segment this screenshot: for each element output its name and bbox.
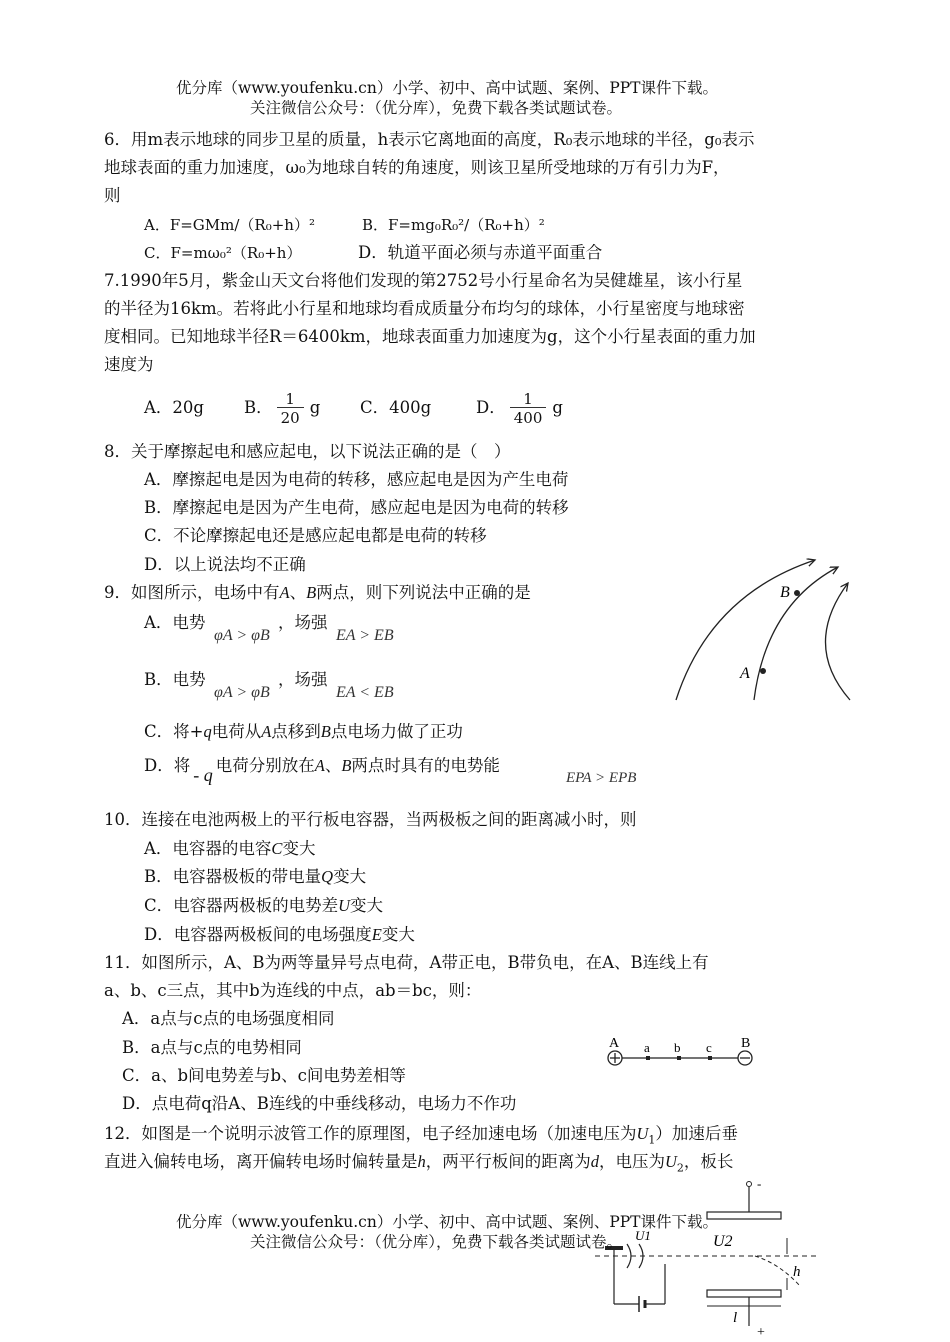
- q6-option-c: C．F=mω₀²（R₀+h）: [144, 244, 302, 262]
- q12-line-2-part4: ，板长: [683, 1152, 734, 1171]
- u2-label: U2: [713, 1233, 733, 1250]
- top-minus-label: -: [757, 1178, 762, 1191]
- header-line-1: 优分库（www.youfenku.cn）小学、初中、高中试题、案例、PPT课件下载。: [176, 79, 719, 97]
- bottom-plus-label: +: [757, 1325, 765, 1338]
- q11-option-d: D．点电荷q沿A、B连线的中垂线移动，电场力不作功: [122, 1094, 517, 1113]
- q12-u1: U: [636, 1124, 649, 1143]
- q7-option-b-unit: g: [309, 398, 321, 417]
- q9-option-a-text2: ，场强: [278, 613, 328, 632]
- footer-line-2: 关注微信公众号：（优分库），免费下载各类试题试卷。: [250, 1233, 623, 1251]
- q12-u2: U: [665, 1152, 677, 1171]
- label-b: b: [674, 1040, 681, 1055]
- q10-option-b-text: B．电容器极板的带电量: [144, 867, 322, 886]
- q6-line-3: 则: [104, 186, 121, 205]
- q9-option-d: [144, 755, 500, 785]
- q11-option-c: C．a、b间电势差与b、c间电势差相等: [122, 1066, 406, 1085]
- point-a-mark: [646, 1056, 650, 1060]
- q8-option-c: C．不论摩擦起电还是感应起电都是电荷的转移: [144, 526, 487, 545]
- field-line-3: [825, 583, 850, 700]
- q7-option-d-unit: g: [552, 398, 563, 417]
- q12-line-1-part2: ）加速后垂: [655, 1124, 738, 1143]
- q10-option-d-text: D．电容器两极板间的电场强度: [144, 925, 372, 944]
- q9-option-c-point-b: B: [320, 722, 331, 741]
- q8-option-a: A．摩擦起电是因为电荷的转移，感应起电是因为产生电荷: [144, 470, 569, 489]
- q7-option-d-numerator: 1: [523, 390, 533, 408]
- q10-option-a-text: A．电容器的电容: [144, 839, 272, 858]
- header-line-2: 关注微信公众号：（优分库），免费下载各类试题试卷。: [250, 99, 623, 117]
- q9-stem-point-a: A: [279, 583, 290, 602]
- q7-option-a: A．20g: [144, 398, 204, 417]
- q12-h: h: [417, 1152, 426, 1171]
- point-b-dot: [794, 590, 800, 596]
- q10-option-d: [144, 925, 415, 945]
- q10-option-c-text: C．电容器两极板的电势差: [144, 896, 339, 915]
- l-label: l: [733, 1310, 738, 1326]
- q10-option-c: [144, 896, 383, 916]
- q12-line-2: [104, 1152, 733, 1178]
- q10-option-b-var: Q: [321, 867, 334, 886]
- q10-option-a: [144, 839, 315, 859]
- q7-option-b-denominator: 20: [277, 407, 304, 426]
- q9-option-c-charge: q: [203, 722, 212, 741]
- q9-option-b-text1: B．电势: [144, 670, 206, 689]
- q9-stem-point-b: B: [306, 583, 317, 602]
- q12-line-2-part2: ，两平行板间的距离为: [425, 1152, 591, 1171]
- q7-line-2: 的半径为16km。若将此小行星和地球均看成质量分布均匀的球体，小行星密度与地球密: [104, 299, 745, 318]
- q12-line-2-part1: 直进入偏转电场，离开偏转电场时偏转量是: [104, 1152, 418, 1171]
- q11-option-a: A．a点与c点的电场强度相同: [122, 1009, 335, 1028]
- point-c-mark: [708, 1056, 712, 1060]
- q9-option-c-part3: 点移到: [271, 722, 321, 741]
- q10-option-a-var: C: [271, 839, 283, 858]
- q7-option-d-denominator: 400: [510, 407, 547, 426]
- q9-option-d-charge: - q: [193, 765, 213, 785]
- q10-option-b-end: 变大: [333, 867, 367, 886]
- point-b-mark: [677, 1056, 681, 1060]
- q7-line-3: 度相同。已知地球半径R＝6400km，地球表面重力加速度为g，这个小行星表面的重力加: [104, 327, 756, 346]
- lower-plate: [707, 1290, 781, 1297]
- q9-stem-suffix: 两点，则下列说法中正确的是: [316, 583, 531, 602]
- q12-u1-sub: 1: [648, 1133, 656, 1147]
- q6-option-d: D．轨道平面必须与赤道平面重合: [358, 243, 603, 262]
- q7-option-b-numerator: 1: [285, 390, 295, 408]
- label-c: c: [706, 1040, 712, 1055]
- q8-stem: 8．关于摩擦起电和感应起电，以下说法正确的是（ ）: [104, 442, 511, 461]
- q7-option-d: [476, 388, 563, 428]
- q9-option-c: [144, 722, 463, 742]
- q11-option-b: B．a点与c点的电势相同: [122, 1038, 302, 1057]
- point-a-dot: [760, 668, 766, 674]
- q7-option-b: [244, 388, 320, 428]
- q9-option-d-part3: 、: [324, 756, 342, 775]
- q6-option-a: A．F=GMm/（R₀+h）²: [144, 216, 315, 234]
- q9-option-a-text1: A．电势: [144, 613, 206, 632]
- q12-oscilloscope-figure: [595, 1178, 825, 1338]
- q9-option-b-field: EA < EB: [336, 684, 394, 701]
- q7-line-1: 7.1990年5月，紫金山天文台将他们发现的第2752号小行星命名为吴健雄星，该小行星: [104, 271, 743, 290]
- point-a-label: A: [740, 665, 750, 682]
- q7-option-c: C．400g: [360, 398, 432, 417]
- footer-line-1: 优分库（www.youfenku.cn）小学、初中、高中试题、案例、PPT课件下载。: [176, 1213, 719, 1231]
- q12-d: d: [590, 1152, 599, 1171]
- q9-stem-prefix: 9．如图所示，电场中有: [104, 583, 280, 602]
- q9-option-c-part1: C．将+: [144, 722, 204, 741]
- q11-charges-figure: [600, 1030, 760, 1072]
- q9-option-d-part2: 电荷分别放在: [215, 756, 315, 775]
- q12-line-1-part1: 12．如图是一个说明示波管工作的原理图，电子经加速电场（加速电压为: [104, 1124, 637, 1143]
- q9-option-b-potential: φA > φB: [214, 684, 270, 701]
- q9-option-c-part2: 电荷从: [211, 722, 262, 741]
- q10-option-b: [144, 867, 366, 887]
- q9-option-a-field: EA > EB: [336, 627, 394, 644]
- label-B: B: [741, 1036, 751, 1051]
- q7-option-b-fraction: [277, 391, 304, 426]
- q7-option-d-label: D．: [476, 398, 506, 417]
- q6-option-b: B．F=mg₀R₀²/（R₀+h）²: [362, 216, 545, 234]
- q12-line-2-part3: ，电压为: [599, 1152, 665, 1171]
- q6-line-1: 6．用m表示地球的同步卫星的质量，h表示它离地面的高度，R₀表示地球的半径，g₀表示: [104, 130, 755, 149]
- q9-option-a-potential: φA > φB: [214, 627, 270, 644]
- q10-option-d-end: 变大: [381, 925, 415, 944]
- q9-option-b-text2: ，场强: [278, 670, 328, 689]
- q7-option-d-fraction: [510, 391, 547, 426]
- point-b-label: B: [780, 584, 790, 601]
- q10-option-c-var: U: [338, 896, 351, 915]
- q9-option-d-energy: EPA > EPB: [566, 770, 637, 786]
- q10-stem: 10．连接在电池两极上的平行板电容器，当两极板之间的距离减小时，则: [104, 810, 637, 829]
- q9-option-c-part4: 点电场力做了正功: [330, 722, 463, 741]
- q9-option-d-part4: 两点时具有的电势能: [351, 756, 500, 775]
- q6-line-2: 地球表面的重力加速度，ω₀为地球自转的角速度，则该卫星所受地球的万有引力为F，: [104, 158, 730, 177]
- q9-stem-sep: 、: [289, 583, 307, 602]
- q7-option-b-label: B．: [244, 398, 273, 417]
- q11-line-2: a、b、c三点，其中b为连线的中点，ab＝bc，则：: [104, 981, 482, 1000]
- q9-option-c-point-a: A: [261, 722, 272, 741]
- u1-label: U1: [635, 1228, 651, 1243]
- upper-plate: [707, 1212, 781, 1219]
- q8-option-b: B．摩擦起电是因为产生电荷，感应起电是因为电荷的转移: [144, 498, 569, 517]
- q9-stem: [104, 583, 531, 603]
- h-label: h: [793, 1264, 801, 1280]
- q11-line-1: 11．如图所示，A、B为两等量异号点电荷，A带正电，B带负电，在A、B连线上有: [104, 953, 709, 972]
- q9-option-d-point-a: A: [314, 756, 325, 775]
- q9-option-d-part1: D．将: [144, 756, 191, 775]
- q9-option-d-point-b: B: [341, 756, 352, 775]
- q9-field-figure: [670, 555, 855, 705]
- q10-option-d-var: E: [371, 925, 382, 944]
- label-a: a: [644, 1040, 650, 1055]
- label-A: A: [609, 1036, 620, 1051]
- q8-option-d: D．以上说法均不正确: [144, 555, 306, 574]
- q10-option-a-end: 变大: [282, 839, 316, 858]
- top-terminal: [747, 1182, 752, 1187]
- q12-line-1: [104, 1124, 738, 1150]
- q7-line-4: 速度为: [104, 355, 154, 374]
- q12-u2-sub: 2: [676, 1161, 684, 1175]
- q10-option-c-end: 变大: [350, 896, 384, 915]
